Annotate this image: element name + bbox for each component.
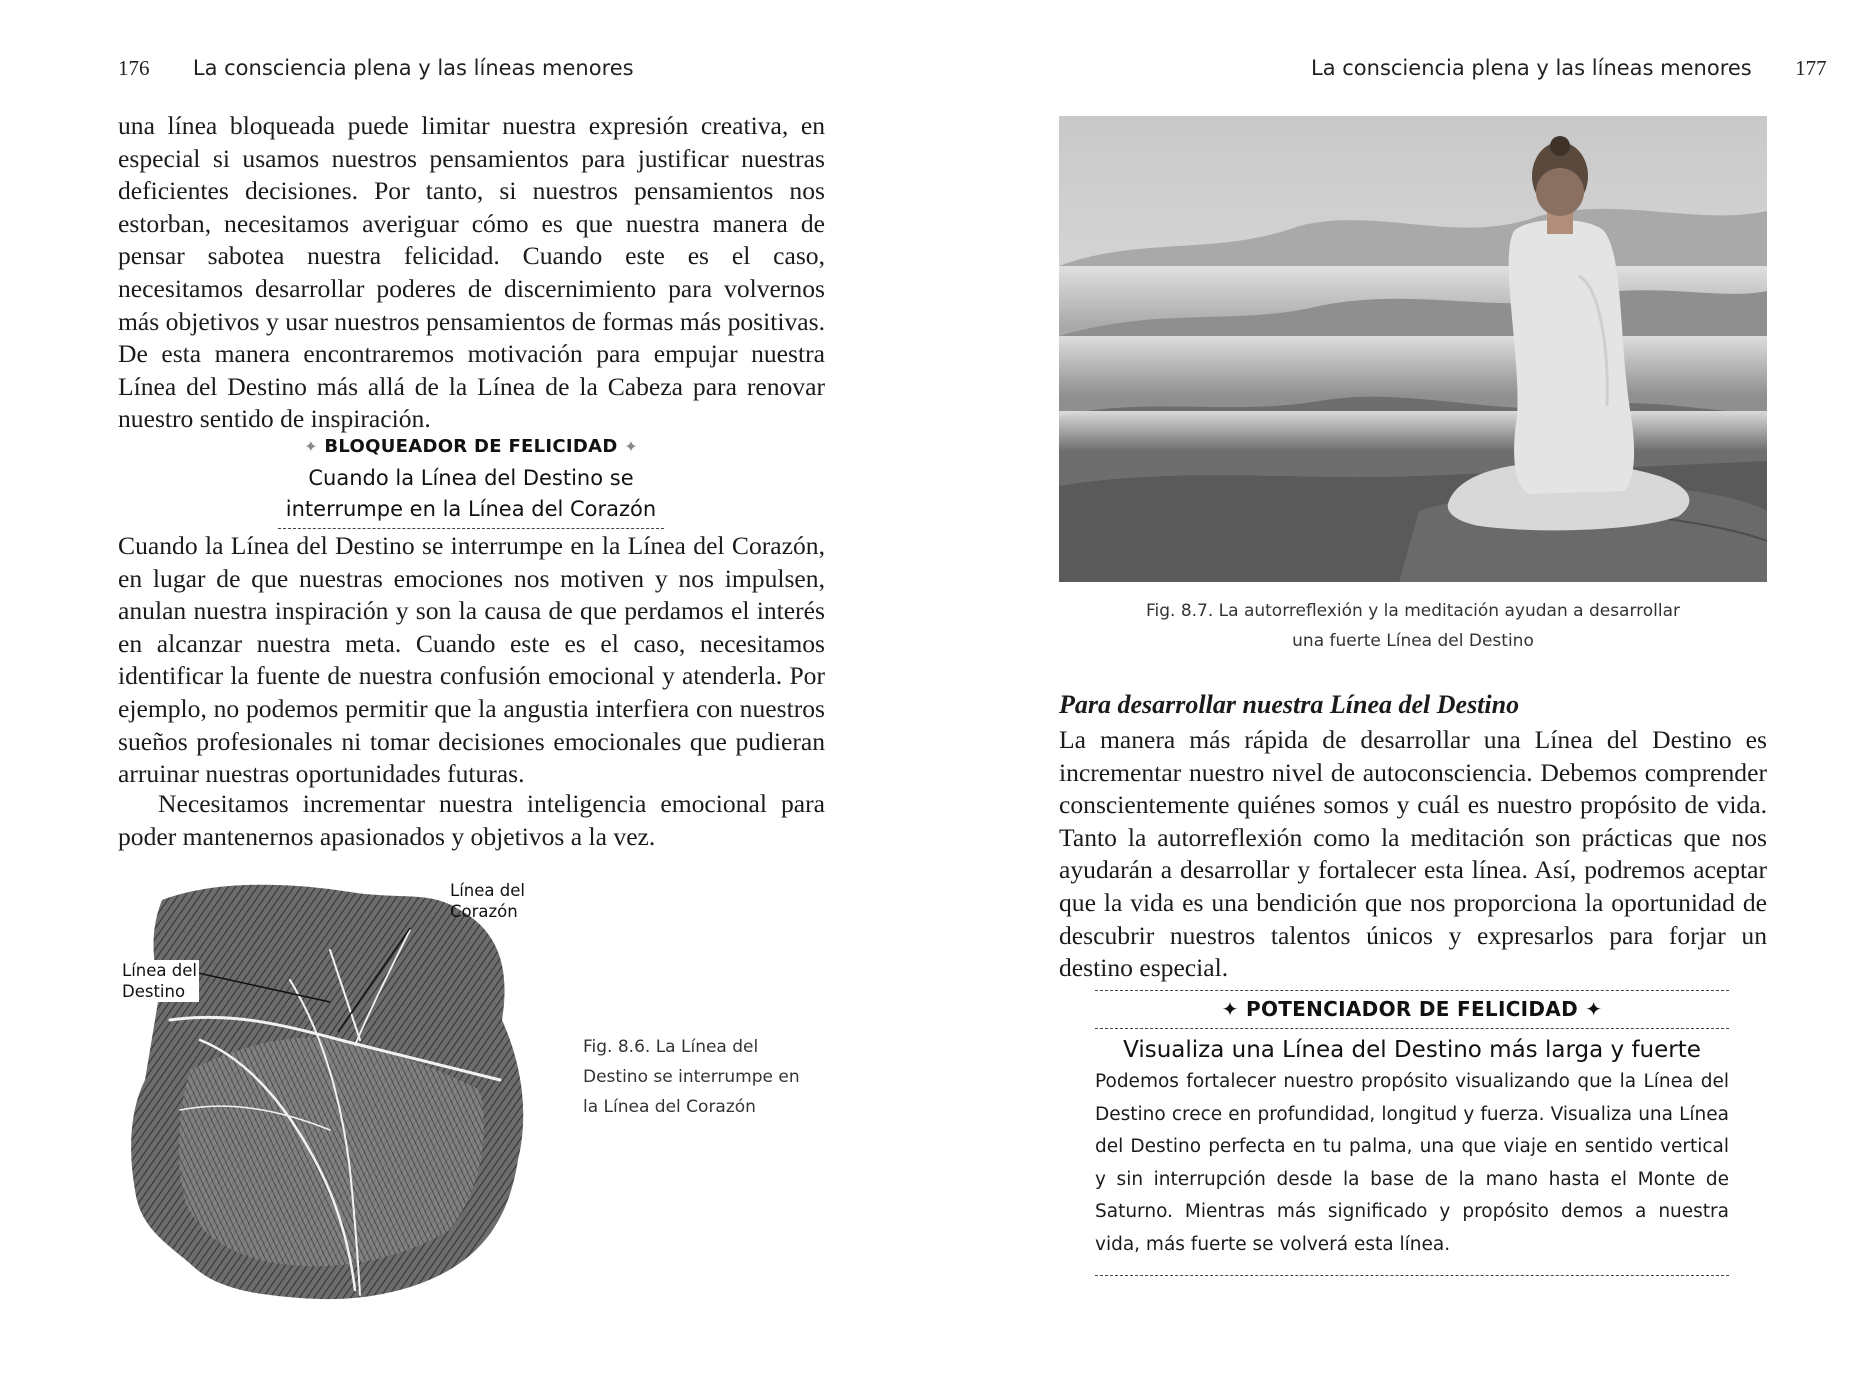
figure-caption-8-6	[583, 1032, 843, 1122]
running-head-left	[118, 56, 634, 81]
booster-body: Podemos fortalecer nuestro propósito visualizando que la Línea del Destino crece en profundidad, longitud y fuerza. Visualiza una Línea del Destino perfecta en tu palma, una que viaje en sentido vertical y sin interrupción desde la base de la mano hasta el Monte de Saturno. Mientras más significado y propósito demos a nuestra vida, más fuerte se volverá esta línea.	[1095, 1071, 1729, 1255]
booster-title: Visualiza una Línea del Destino más larga y fuerte	[1123, 1037, 1701, 1063]
booster-top-divider	[1095, 990, 1729, 991]
star-icon: ✦	[304, 437, 318, 456]
blocker-divider	[278, 528, 664, 529]
fate-line-label-1: Línea del	[122, 961, 197, 980]
section-paragraph: La manera más rápida de desarrollar una Línea del Destino es incrementar nuestro nivel de autoconsciencia. Debemos comprender conscientemente quiénes somos y cuál es nuestro propósito de vida. Tanto la autorreflexión como la meditación son prácticas que nos ayudarán a desarrollar y fortalecer esta línea. Así, podremos aceptar que la vida es una bendición que nos proporciona la oportunidad de descubrir nuestros talentos únicos y expresarlos para forjar un destino especial.	[1059, 725, 1767, 983]
right-page	[933, 0, 1866, 1400]
blocker-title-line-1: Cuando la Línea del Destino se	[308, 466, 634, 490]
paragraph-emotional-intelligence: Necesitamos incrementar nuestra inteligencia emocional para poder mantenernos apasionados y objetivos a la vez.	[118, 789, 825, 851]
blocker-kicker-text: BLOQUEADOR DE FELICIDAD	[324, 436, 618, 457]
caption-line-2: una fuerte Línea del Destino	[1292, 631, 1534, 651]
paragraph-heart-line: Cuando la Línea del Destino se interrumpe en la Línea del Corazón, en lugar de que nuestras emociones nos motiven y nos impulsen, anulan nuestra inspiración y son la causa de que perdamos el interés en alcanzar nuestra meta. Cuando este es el caso, necesitamos identificar la fuente de nuestra confusión emocional y atenderla. Por ejemplo, no podemos permitir que la angustia interfiera con nuestros sueños profesionales ni tomar decisiones emocionales que pudieran arruinar nuestras oportunidades futuras.	[118, 531, 825, 789]
fate-line-label-2: Destino	[122, 982, 186, 1001]
caption-line-1: Fig. 8.7. La autorreflexión y la meditación ayudan a desarrollar	[1145, 601, 1681, 621]
caption-line-2: Destino se interrumpe en	[583, 1067, 800, 1087]
booster-kicker	[1095, 997, 1729, 1021]
palm-print-figure	[100, 870, 570, 1310]
running-head-right	[1311, 56, 1827, 81]
booster-kicker-text: POTENCIADOR DE FELICIDAD	[1245, 997, 1578, 1021]
section-heading: Para desarrollar nuestra Línea del Destino	[1059, 690, 1520, 719]
caption-line-3: la Línea del Corazón	[583, 1097, 756, 1117]
blocker-title-line-2: interrumpe en la Línea del Corazón	[285, 497, 657, 521]
star-icon: ✦	[1585, 997, 1603, 1021]
booster-mid-divider	[1095, 1028, 1729, 1029]
meditation-photo-image	[1059, 116, 1767, 582]
page-number: 176	[118, 56, 150, 80]
figure-caption-8-7	[1059, 596, 1767, 656]
heart-line-label	[450, 880, 525, 922]
running-head-title: La consciencia plena y las líneas menores	[192, 56, 634, 80]
star-icon: ✦	[624, 437, 638, 456]
palm-print-image	[100, 870, 570, 1310]
star-icon: ✦	[1221, 997, 1239, 1021]
caption-line-1: Fig. 8.6. La Línea del	[583, 1037, 759, 1057]
heart-line-label-1: Línea del	[450, 881, 525, 900]
meditation-photo	[1059, 116, 1767, 582]
intro-paragraph: una línea bloqueada puede limitar nuestra expresión creativa, en especial si usamos nuestros pensamientos para justificar nuestras deficientes decisiones. Por tanto, si nuestros pensamientos nos estorban, necesitamos averiguar cómo es que nuestra manera de pensar sabotea nuestra felicidad. Cuando este es el caso, necesitamos desarrollar poderes de discernimiento para volvernos más objetivos y usar nuestros pensamientos de formas más positivas. De esta manera encontraremos motivación para empujar nuestra Línea del Destino más allá de la Línea de la Cabeza para renovar nuestro sentido de inspiración.	[118, 111, 825, 434]
blocker-kicker	[260, 436, 682, 457]
fate-line-label	[120, 960, 199, 1002]
page-number: 177	[1795, 56, 1827, 80]
heart-line-label-2: Corazón	[450, 902, 518, 921]
booster-bottom-divider	[1095, 1275, 1729, 1276]
happiness-blocker-box	[260, 436, 682, 529]
running-head-title: La consciencia plena y las líneas menores	[1311, 56, 1752, 80]
happiness-booster-box	[1095, 990, 1729, 1276]
